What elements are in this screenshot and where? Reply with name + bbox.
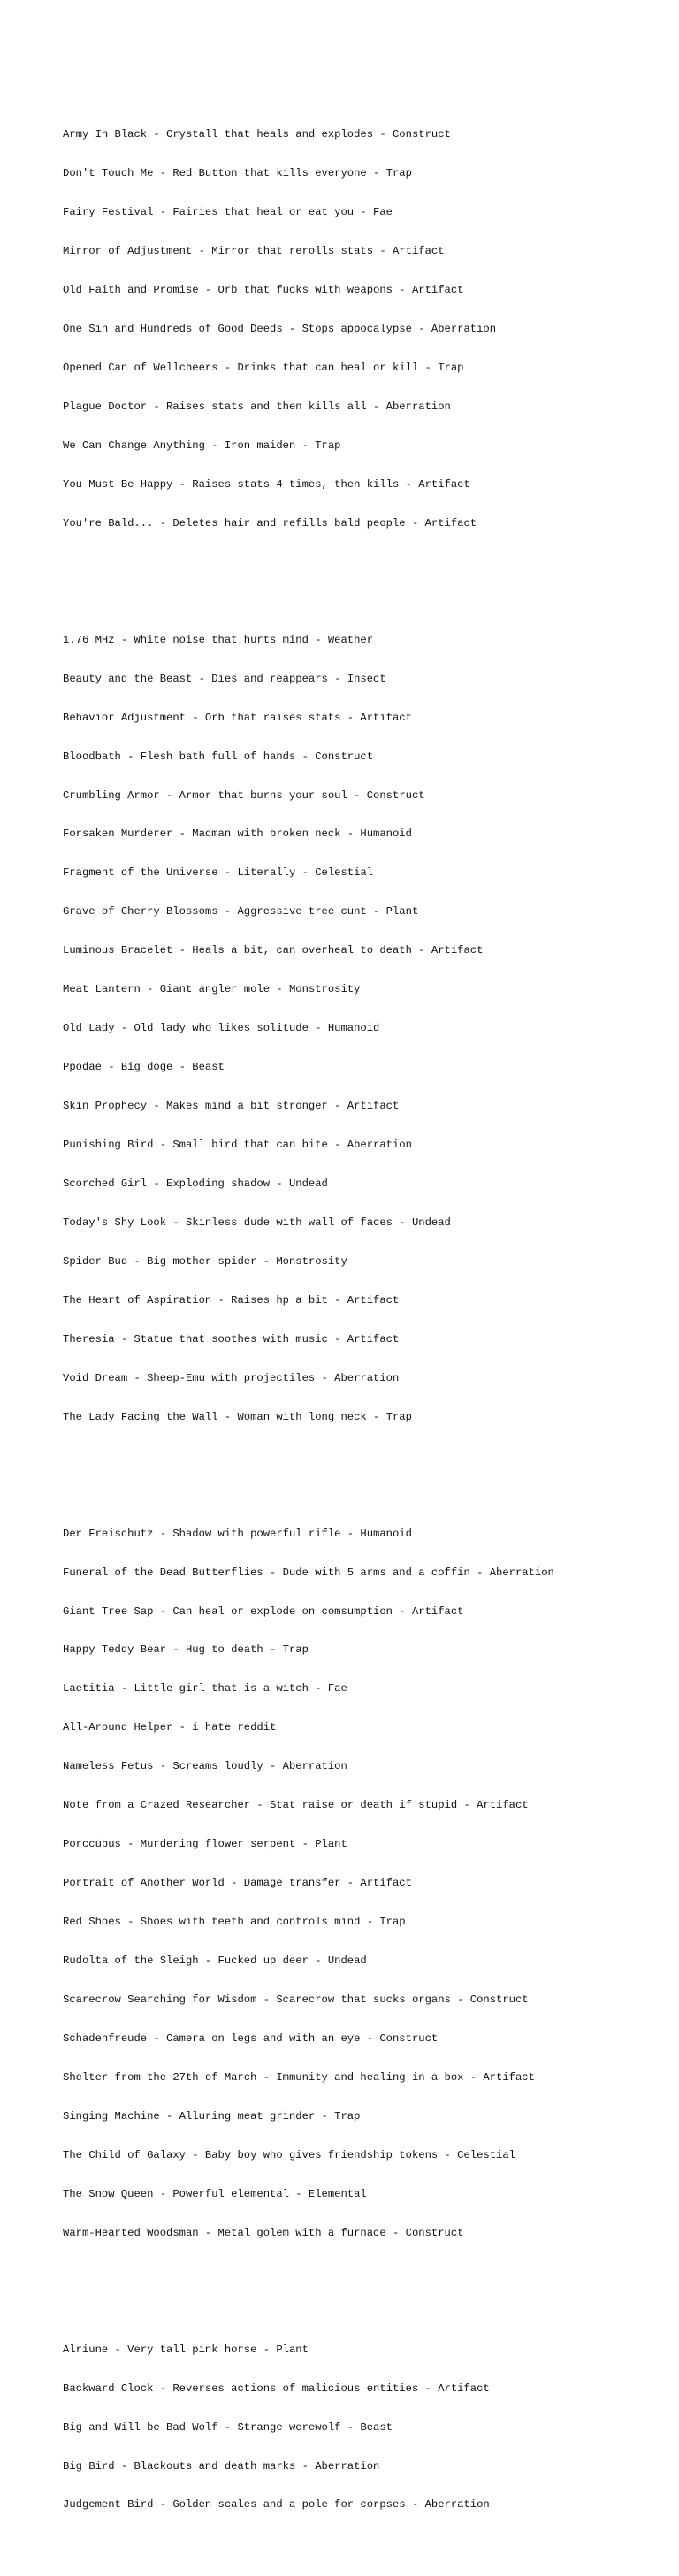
- entry-line: Fragment of the Universe - Literally - Celestial: [63, 866, 374, 880]
- entry-line: Scorched Girl - Exploding shadow - Undead: [63, 1177, 328, 1191]
- entry-line: Happy Teddy Bear - Hug to death - Trap: [63, 1643, 309, 1657]
- entry-line: Spider Bud - Big mother spider - Monstrosity: [63, 1254, 347, 1268]
- entry-line: Luminous Bracelet - Heals a bit, can overheal to death - Artifact: [63, 944, 484, 957]
- entry-line: Der Freischutz - Shadow with powerful rifle - Humanoid: [63, 1527, 412, 1540]
- entry-line: Scarecrow Searching for Wisdom - Scarecrow that sucks organs - Construct: [63, 1993, 529, 2007]
- entry-line: Crumbling Armor - Armor that burns your soul - Construct: [63, 789, 425, 802]
- entry-group-1: [63, 103, 673, 556]
- entry-line: Behavior Adjustment - Orb that raises stats - Artifact: [63, 711, 412, 724]
- entry-line: Fairy Festival - Fairies that heal or eat you - Fae: [63, 206, 393, 219]
- entry-line: We Can Change Anything - Iron maiden - Trap: [63, 438, 341, 452]
- entry-line: Opened Can of Wellcheers - Drinks that can heal or kill - Trap: [63, 362, 464, 374]
- entry-line: Skin Prophecy - Makes mind a bit stronger - Artifact: [63, 1100, 400, 1113]
- entry-line: Ppodae - Big doge - Beast: [63, 1061, 225, 1074]
- entry-line: Grave of Cherry Blossoms - Aggressive tree cunt - Plant: [63, 905, 419, 918]
- entry-line: Old Faith and Promise - Orb that fucks with weapons - Artifact: [63, 284, 464, 297]
- entry-line: Beauty and the Beast - Dies and reappears - Insect: [63, 672, 386, 685]
- entry-line: Army In Black - Crystall that heals and explodes - Construct: [63, 128, 451, 141]
- entry-line: Porccubus - Murdering flower serpent - Plant: [63, 1838, 347, 1851]
- entry-line: Theresia - Statue that soothes with music - Artifact: [63, 1332, 400, 1345]
- entry-line: Forsaken Murderer - Madman with broken neck - Humanoid: [63, 827, 412, 841]
- entry-line: Singing Machine - Alluring meat grinder - Trap: [63, 2109, 361, 2123]
- entry-line: Giant Tree Sap - Can heal or explode on comsumption - Artifact: [63, 1604, 464, 1618]
- entry-line: Note from a Crazed Researcher - Stat raise or death if stupid - Artifact: [63, 1799, 529, 1812]
- entry-line: Judgement Bird - Golden scales and a pole for corpses - Aberration: [63, 2498, 490, 2511]
- entry-line: Schadenfreude - Camera on legs and with an eye - Construct: [63, 2032, 439, 2046]
- entry-line: Alriune - Very tall pink horse - Plant: [63, 2343, 309, 2356]
- entry-group-4: [63, 2317, 673, 2537]
- entry-line: You're Bald... - Deletes hair and refills bald people - Artifact: [63, 516, 477, 530]
- entry-line: Nameless Fetus - Screams loudly - Aberration: [63, 1760, 347, 1773]
- entry-line: Warm-Hearted Woodsman - Metal golem with a furnace - Construct: [63, 2226, 464, 2239]
- entry-line: You Must Be Happy - Raises stats 4 times, then kills - Artifact: [63, 477, 470, 491]
- entry-line: Big and Will be Bad Wolf - Strange werewolf - Beast: [63, 2420, 393, 2434]
- entry-line: One Sin and Hundreds of Good Deeds - Stops appocalypse - Aberration: [63, 323, 497, 336]
- entry-line: Meat Lantern - Giant angler mole - Monstrosity: [63, 983, 361, 996]
- entry-line: Backward Clock - Reverses actions of malicious entities - Artifact: [63, 2382, 490, 2395]
- entry-line: 1.76 MHz - White noise that hurts mind - Weather: [63, 633, 374, 646]
- entry-line: Old Lady - Old lady who likes solitude - Humanoid: [63, 1022, 380, 1035]
- entry-line: The Child of Galaxy - Baby boy who gives friendship tokens - Celestial: [63, 2148, 515, 2161]
- entry-line: Laetitia - Little girl that is a witch - Fae: [63, 1682, 347, 1696]
- entry-line: Bloodbath - Flesh bath full of hands - Construct: [63, 750, 374, 763]
- entry-line: Red Shoes - Shoes with teeth and controls mind - Trap: [63, 1916, 406, 1929]
- entry-line: Big Bird - Blackouts and death marks - Aberration: [63, 2459, 380, 2473]
- entry-line: Mirror of Adjustment - Mirror that rerolls stats - Artifact: [63, 245, 445, 258]
- entry-line: The Heart of Aspiration - Raises hp a bit - Artifact: [63, 1293, 400, 1307]
- entry-line: Shelter from the 27th of March - Immunity and healing in a box - Artifact: [63, 2070, 535, 2084]
- entry-group-3: [63, 1501, 673, 2265]
- entry-line: The Lady Facing the Wall - Woman with long neck - Trap: [63, 1410, 412, 1423]
- entry-line: Void Dream - Sheep-Emu with projectiles - Aberration: [63, 1371, 400, 1384]
- entry-group-2: [63, 607, 673, 1449]
- entry-line: Rudolta of the Sleigh - Fucked up deer - Undead: [63, 1955, 367, 1968]
- entry-line: Portrait of Another World - Damage transfer - Artifact: [63, 1877, 412, 1890]
- entry-line: The Snow Queen - Powerful elemental - Elemental: [63, 2187, 367, 2200]
- entry-line: Plague Doctor - Raises stats and then kills all - Aberration: [63, 400, 451, 413]
- entry-line: Funeral of the Dead Butterflies - Dude with 5 arms and a coffin - Aberration: [63, 1566, 554, 1579]
- entry-line: Don't Touch Me - Red Button that kills everyone - Trap: [63, 167, 412, 180]
- document-page: [63, 64, 673, 2576]
- entry-line: All-Around Helper - i hate reddit: [63, 1721, 277, 1734]
- entry-line: Punishing Bird - Small bird that can bite - Aberration: [63, 1139, 412, 1152]
- entry-line: Today's Shy Look - Skinless dude with wall of faces - Undead: [63, 1216, 451, 1229]
